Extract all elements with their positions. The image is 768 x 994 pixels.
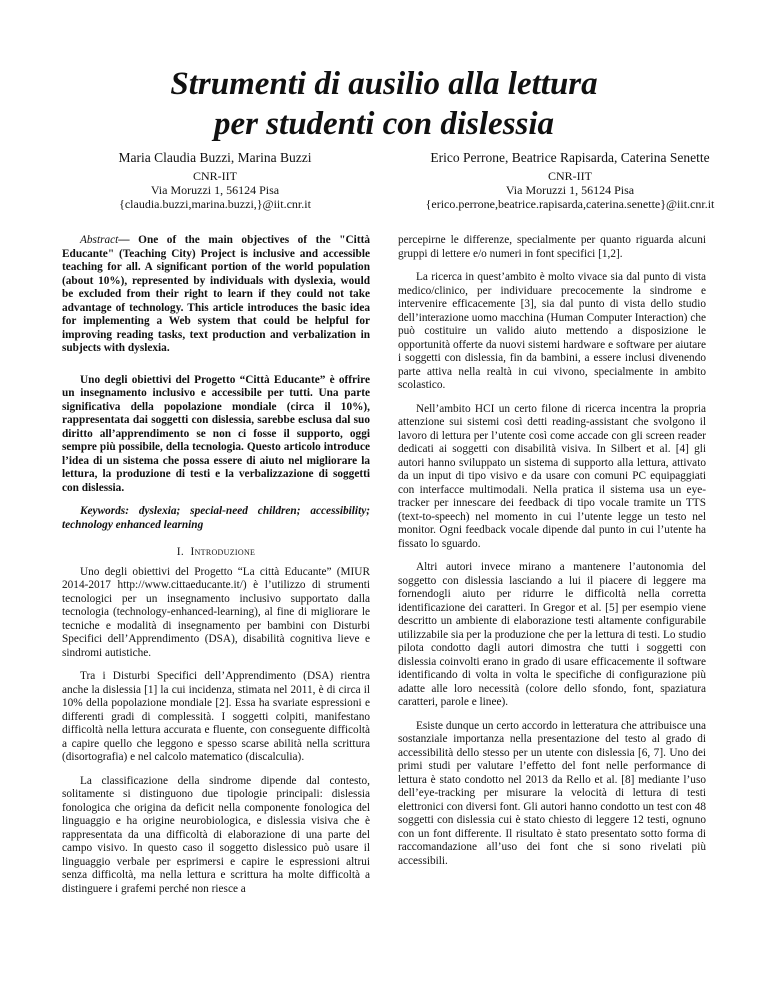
- section-heading: [62, 546, 370, 560]
- paragraph: percepirne le differenze, specialmente per quanto riguarda alcuni gruppi di lettere e/o numeri in font specifici [1,2].: [398, 234, 706, 260]
- section-title: Introduzione: [190, 546, 256, 558]
- abstract-en: [62, 234, 370, 356]
- paragraph: Uno degli obiettivi del Progetto “La città Educante” (MIUR 2014-2017 http://www.cittaeducante.it/) è l’utilizzo di strumenti tecnologici per un insegnamento inclusivo supportato dalla tecnologia (technology-enhanced-learning), al fine di migliorare le tecniche e modalità di insegnamento per bambini con Disturbi Specifici dell’Apprendimento (DSA), disabilità cognitiva lieve e sindromi autistiche.: [62, 565, 370, 659]
- abstract-label: Abstract: [80, 234, 119, 246]
- title-line-1: Strumenti di ausilio alla lettura: [170, 66, 598, 102]
- paragraph: Esiste dunque un certo accordo in letteratura che attribuisce una sostanziale importanza nella presentazione del testo al grado di accessibilità dello stesso per un utente con dislessia [6, 7]. Uno dei primi studi per valutare l’effetto del font nelle performance di lettura è stato condotto nel 2013 da Rello et al. [8] mediante l’uso dell’eye-tracking per misurare la velocità di lettura di testi elettronici con diversi font. Gli autori hanno condotto un test con 48 soggetti con dislessia cui è stato chiesto di leggere 12 testi, ognuno con un font differente. Il risultato è stato presentato sotto forma di raccomandazione all’uso dei font che si sono rivelati più accessibili.: [398, 719, 706, 867]
- paper-title: [0, 64, 768, 144]
- right-column: [398, 234, 706, 878]
- section-number: I.: [176, 546, 185, 558]
- title-line-2: per studenti con dislessia: [213, 106, 555, 142]
- author-names: Erico Perrone, Beatrice Rapisarda, Caterina Senette: [430, 150, 710, 165]
- author-email[interactable]: {claudia.buzzi,marina.buzzi,}@iit.cnr.it: [119, 197, 311, 211]
- keywords: [62, 505, 370, 532]
- paragraph: La ricerca in quest’ambito è molto vivace sia dal punto di vista medico/clinico, per individuare precocemente la sindrome e intervenire efficacemente [3], sia dal punto di vista dello studio dell’interazione uomo macchina (Human Computer Interaction) che può costituire un valido aiuto mettendo a disposizione le opportunità offerte da nuovi sistemi hardware e software per aiutare i soggetti con dislessia, fin da bambini, a essere inclusi divenendo parte attiva nella realtà in cui vivono, specialmente in ambito scolastico.: [398, 271, 706, 391]
- abstract-text: — One of the main objectives of the "Città Educante" (Teaching City) Project is inclusive and accessible teaching for all. A significant portion of the world population (about 10%), represented by individuals with dyslexia, would be excluded from their right to learn if they could not take advantage of technology. This article introduces the basic idea for implementing a Web system that could be helpful for improving reading tasks, text production and verbalization in subjects with dyslexia.: [62, 234, 370, 354]
- paragraph: La classificazione della sindrome dipende dal contesto, solitamente si distinguono due tipologie principali: dislessia fonologica che origina da deficit nella componente fonologica del linguaggio e ha origine neurobiologica, e dislessia visiva che è rappresentata da una difficoltà di elaborazione di una parte del campo visivo. In questo caso il soggetto dislessico può usare il linguaggio verbale per esprimersi e capire le espressioni altrui senza difficoltà, ma nella lettura e scrittura ha molte difficoltà a distinguere i grafemi perché non riesce a: [62, 774, 370, 895]
- abstract-it: Uno degli obiettivi del Progetto “Città Educante” è offrire un insegnamento inclusivo e accessibile per tutti. Una parte significativa della popolazione mondiale (circa il 10%), rappresentata dai soggetti con dislessia, sarebbe esclusa dal suo diritto all’apprendimento se non ci fosse il supporto, oggi sempre più possibile, della tecnologia. Questo articolo introduce l’idea di un sistema che possa essere di aiuto nel migliorare la lettura, la produzione di testi e la verbalizzazione di soggetti con dislessia.: [62, 373, 370, 494]
- keywords-text: dyslexia; special-need children; accessibility; technology enhanced learning: [62, 505, 370, 531]
- keywords-label: Keywords:: [80, 505, 129, 517]
- paragraph: Tra i Disturbi Specifici dell’Apprendimento (DSA) rientra anche la dislessia [1] la cui incidenza, stimata nel 2011, è di circa il 10% della popolazione mondiale [2]. Essa ha svariate espressioni e differenti gradi di complessità. I soggetti colpiti, manifestano difficoltà nella lettura accurata e fluente, con conseguente difficoltà a capire quello che leggono e spesso scarse abilità nella scrittura (disortografia) e nel calcolo matematico (discalculia).: [62, 670, 370, 763]
- author-affiliation: CNR-IIT: [548, 169, 592, 183]
- left-column: [62, 234, 370, 906]
- author-affiliation: CNR-IIT: [193, 169, 237, 183]
- author-email[interactable]: {erico.perrone,beatrice.rapisarda,caterina.senette}@iit.cnr.it: [425, 197, 715, 211]
- authors-left: [60, 150, 370, 211]
- author-address: Via Moruzzi 1, 56124 Pisa: [505, 183, 635, 197]
- author-address: Via Moruzzi 1, 56124 Pisa: [150, 183, 280, 197]
- paragraph: Altri autori invece mirano a mantenere l’autonomia del soggetto con dislessia lasciando a lui il piacere di leggere ma fornendogli aiuto per ridurre le difficoltà nella corretta identificazione dei caratteri. In Gregor et al. [5] per esempio viene descritto un ambiente di elaborazione testi altamente configurabile utilizzabile sia per la produzione che per la lettura di testi. Lo studio pilota condotto dagli autori dimostra che tutti i soggetti con dislessia coinvolti erano in grado di usare efficacemente il software identificando di volta in volta le specifiche di configurazione più adatte alle loro necessità (colore dello sfondo, font, spaziatura caratteri, parole e linee).: [398, 561, 706, 708]
- author-names: Maria Claudia Buzzi, Marina Buzzi: [118, 150, 312, 165]
- paragraph: Nell’ambito HCI un certo filone di ricerca incentra la propria attenzione sui sistemi così detti reading-assistant che svolgono il lavoro di lettura per l’utente così come accade con gli screen reader dedicati ai soggetti con disabilità visiva. In Silbert et al. [4] gli autori hanno sviluppato un sistema di supporto alla lettura, attivato da un input di tipo visivo e da usare con comuni PC equipaggiati con interfacce multimodali. Nella pratica il sistema usa un eye-tracker per innescare dei feedback di tipo vocale tramite un TTS (text-to-speech) nel momento in cui l’utente legge un testo nel monitor. Ogni feedback vocale dipende dal punto in cui l’utente ha fissato lo sguardo.: [398, 402, 706, 550]
- authors-right: [400, 150, 740, 211]
